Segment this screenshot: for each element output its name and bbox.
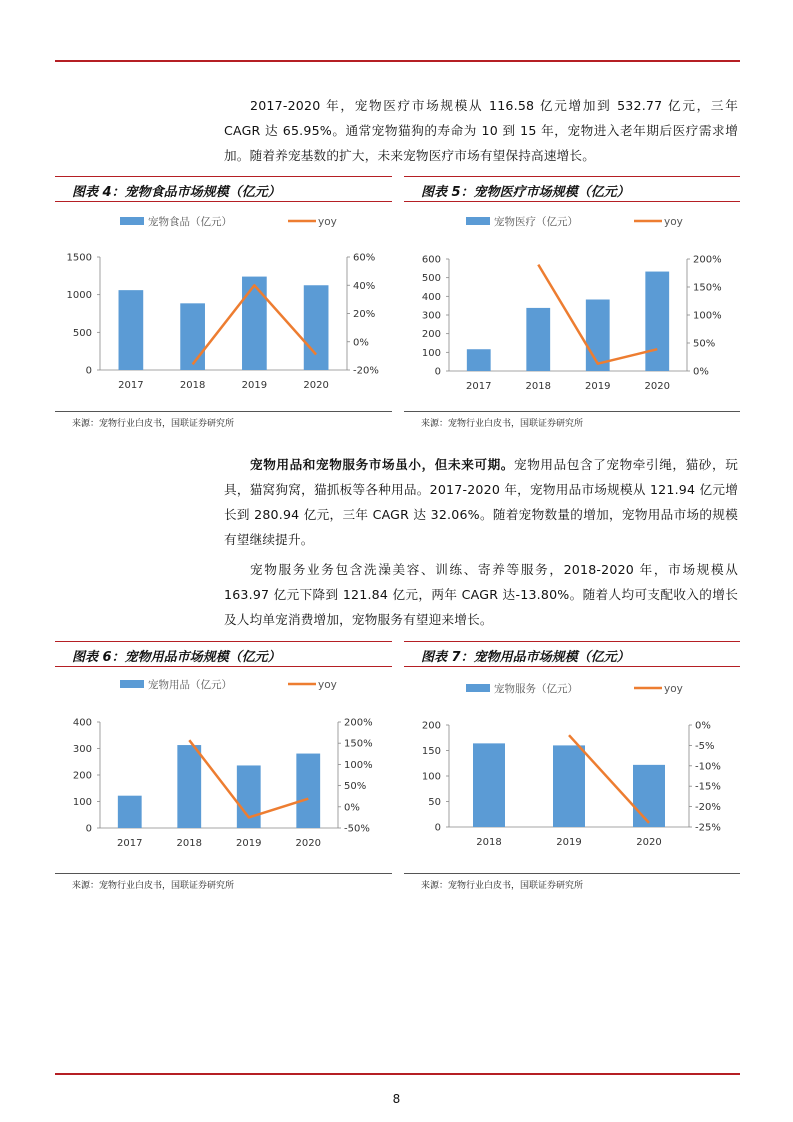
right-tick-label: -20% xyxy=(353,365,379,377)
legend-line-label: yoy xyxy=(318,679,337,691)
paragraph-pet-supplies-body: 宠物用品包含了宠物牵引绳，猫砂，玩具，猫窝狗窝，猫抓板等各种用品。2017-2020 年，宠物用品市场规模从 121.94 亿元增长到 280.94 亿元，三年 CAGR 达 32.06%。随着宠物数量的增加，宠物用品市场的规模有望继续提升。 xyxy=(224,457,738,547)
bar-2020 xyxy=(645,272,669,371)
legend-bar-label: 宠物用品（亿元） xyxy=(148,679,232,691)
left-tick-label: 500 xyxy=(421,273,441,285)
fig7-top-rule xyxy=(404,641,740,642)
fig4-bottom-rule xyxy=(55,411,392,412)
right-tick-label: 0% xyxy=(695,720,711,732)
category-label: 2018 xyxy=(176,838,202,849)
category-label: 2018 xyxy=(179,380,206,391)
fig4-source: 来源：宠物行业白皮书，国联证券研究所 xyxy=(72,419,235,429)
right-tick-label: 100% xyxy=(693,310,722,322)
paragraph-pet-medical: 2017-2020 年，宠物医疗市场规模从 116.58 亿元增加到 532.77 亿元，三年 CAGR 达 65.95%。通常宠物猫狗的寿命为 10 到 15 年，宠物进入老年期后医疗需求增加。随着养宠基数的扩大，未来宠物医疗市场有望保持高速增长。 xyxy=(224,98,738,163)
right-tick-label: 20% xyxy=(353,309,376,320)
bar-2018 xyxy=(180,303,205,370)
legend-bar-label: 宠物医疗（亿元） xyxy=(494,216,578,228)
left-tick-label: 150 xyxy=(421,746,441,757)
legend-line-label: yoy xyxy=(664,216,683,228)
legend-bar-label: 宠物服务（亿元） xyxy=(494,683,578,695)
right-tick-label: 100% xyxy=(344,759,373,771)
fig4-title: 图表 4：宠物食品市场规模（亿元） xyxy=(72,185,281,200)
bar-2017 xyxy=(119,290,144,370)
paragraph-pet-supplies-lead: 宠物用品和宠物服务市场虽小，但未来可期。 xyxy=(250,457,514,472)
right-tick-label: -25% xyxy=(695,822,721,834)
right-tick-label: -10% xyxy=(695,761,721,773)
fig4-chart xyxy=(55,205,392,405)
category-label: 2019 xyxy=(556,837,582,848)
right-tick-label: 40% xyxy=(353,280,376,292)
fig6-chart xyxy=(55,670,392,870)
left-tick-label: 50 xyxy=(428,797,441,808)
category-label: 2020 xyxy=(295,838,321,849)
bar-2020 xyxy=(633,765,665,827)
bar-2017 xyxy=(467,349,491,371)
right-tick-label: -5% xyxy=(695,740,715,752)
fig6-title: 图表 6：宠物用品市场规模（亿元） xyxy=(72,650,281,665)
fig4-svg xyxy=(55,205,392,405)
left-tick-label: 0 xyxy=(434,366,441,378)
bar-2018 xyxy=(526,308,550,371)
left-tick-label: 200 xyxy=(72,770,92,782)
fig7-source: 来源：宠物行业白皮书，国联证券研究所 xyxy=(421,881,584,891)
fig5-top-rule xyxy=(404,176,740,177)
right-tick-label: 0% xyxy=(344,802,360,814)
left-tick-label: 100 xyxy=(72,797,92,808)
fig7-title-rule xyxy=(404,666,740,667)
bar-2019 xyxy=(242,277,267,370)
legend-bar-swatch xyxy=(120,217,144,225)
fig4-top-rule xyxy=(55,176,392,177)
category-label: 2020 xyxy=(636,837,662,848)
category-label: 2017 xyxy=(117,838,143,849)
right-tick-label: -50% xyxy=(344,823,370,835)
left-tick-label: 300 xyxy=(72,744,92,755)
fig5-title-rule xyxy=(404,201,740,202)
fig7-chart xyxy=(404,670,740,870)
left-tick-label: 0 xyxy=(85,823,92,835)
fig6-bottom-rule xyxy=(55,873,392,874)
legend-line-label: yoy xyxy=(318,216,337,228)
left-tick-label: 300 xyxy=(421,310,441,322)
category-label: 2019 xyxy=(241,380,268,391)
left-tick-label: 400 xyxy=(421,291,441,303)
bar-2020 xyxy=(304,285,329,370)
right-tick-label: 150% xyxy=(693,282,722,294)
left-tick-label: 1500 xyxy=(66,252,92,264)
category-label: 2020 xyxy=(303,380,329,391)
footer-rule xyxy=(55,1073,740,1075)
bar-2020 xyxy=(296,754,320,828)
fig5-svg xyxy=(404,205,740,405)
right-tick-label: 50% xyxy=(693,338,716,350)
left-tick-label: 400 xyxy=(72,717,92,729)
bar-2018 xyxy=(473,743,505,827)
fig4-title-rule xyxy=(55,201,392,202)
left-tick-label: 100 xyxy=(421,771,441,783)
header-rule xyxy=(55,60,740,62)
right-tick-label: 0% xyxy=(693,366,709,378)
category-label: 2018 xyxy=(525,381,551,392)
paragraph-pet-supplies xyxy=(224,452,738,552)
category-label: 2018 xyxy=(476,837,502,848)
right-tick-label: 200% xyxy=(344,717,373,729)
bar-2018 xyxy=(177,745,201,828)
fig5-title: 图表 5：宠物医疗市场规模（亿元） xyxy=(421,185,630,200)
right-tick-label: -15% xyxy=(695,781,721,793)
right-tick-label: 150% xyxy=(344,738,373,750)
page-number: 8 xyxy=(392,1092,401,1106)
left-tick-label: 100 xyxy=(421,347,441,359)
right-tick-label: 60% xyxy=(353,252,376,264)
left-tick-label: 500 xyxy=(72,327,92,339)
fig7-svg xyxy=(404,670,740,870)
category-label: 2020 xyxy=(644,381,670,392)
fig6-source: 来源：宠物行业白皮书，国联证券研究所 xyxy=(72,881,235,891)
left-tick-label: 0 xyxy=(434,822,441,834)
fig5-source: 来源：宠物行业白皮书，国联证券研究所 xyxy=(421,419,584,429)
left-tick-label: 600 xyxy=(421,254,441,266)
legend-bar-swatch xyxy=(466,217,490,225)
left-tick-label: 0 xyxy=(85,365,92,377)
legend-bar-swatch xyxy=(120,680,144,688)
fig7-bottom-rule xyxy=(404,873,740,874)
right-tick-label: 0% xyxy=(353,337,369,349)
right-tick-label: 200% xyxy=(693,254,722,266)
right-tick-label: 50% xyxy=(344,781,367,793)
left-tick-label: 200 xyxy=(421,720,441,732)
bar-2017 xyxy=(118,796,142,828)
fig7-title: 图表 7：宠物用品市场规模（亿元） xyxy=(421,650,630,665)
legend-bar-label: 宠物食品（亿元） xyxy=(148,216,232,228)
category-label: 2019 xyxy=(236,838,262,849)
fig5-bottom-rule xyxy=(404,411,740,412)
category-label: 2019 xyxy=(585,381,611,392)
legend-line-label: yoy xyxy=(664,683,683,695)
fig5-chart xyxy=(404,205,740,405)
bar-2019 xyxy=(586,300,610,371)
fig6-title-rule xyxy=(55,666,392,667)
category-label: 2017 xyxy=(466,381,492,392)
paragraph-pet-services: 宠物服务业务包含洗澡美容、训练、寄养等服务，2018-2020 年，市场规模从 163.97 亿元下降到 121.84 亿元，两年 CAGR 达-13.80%。随着人均可支配收入的增长及人均单宠消费增加，宠物服务有望迎来增长。 xyxy=(224,562,738,627)
left-tick-label: 1000 xyxy=(66,290,92,302)
fig6-top-rule xyxy=(55,641,392,642)
bar-2019 xyxy=(553,745,585,827)
fig6-svg xyxy=(55,670,392,870)
right-tick-label: -20% xyxy=(695,802,721,814)
legend-bar-swatch xyxy=(466,684,490,692)
left-tick-label: 200 xyxy=(421,329,441,341)
category-label: 2017 xyxy=(118,380,144,391)
